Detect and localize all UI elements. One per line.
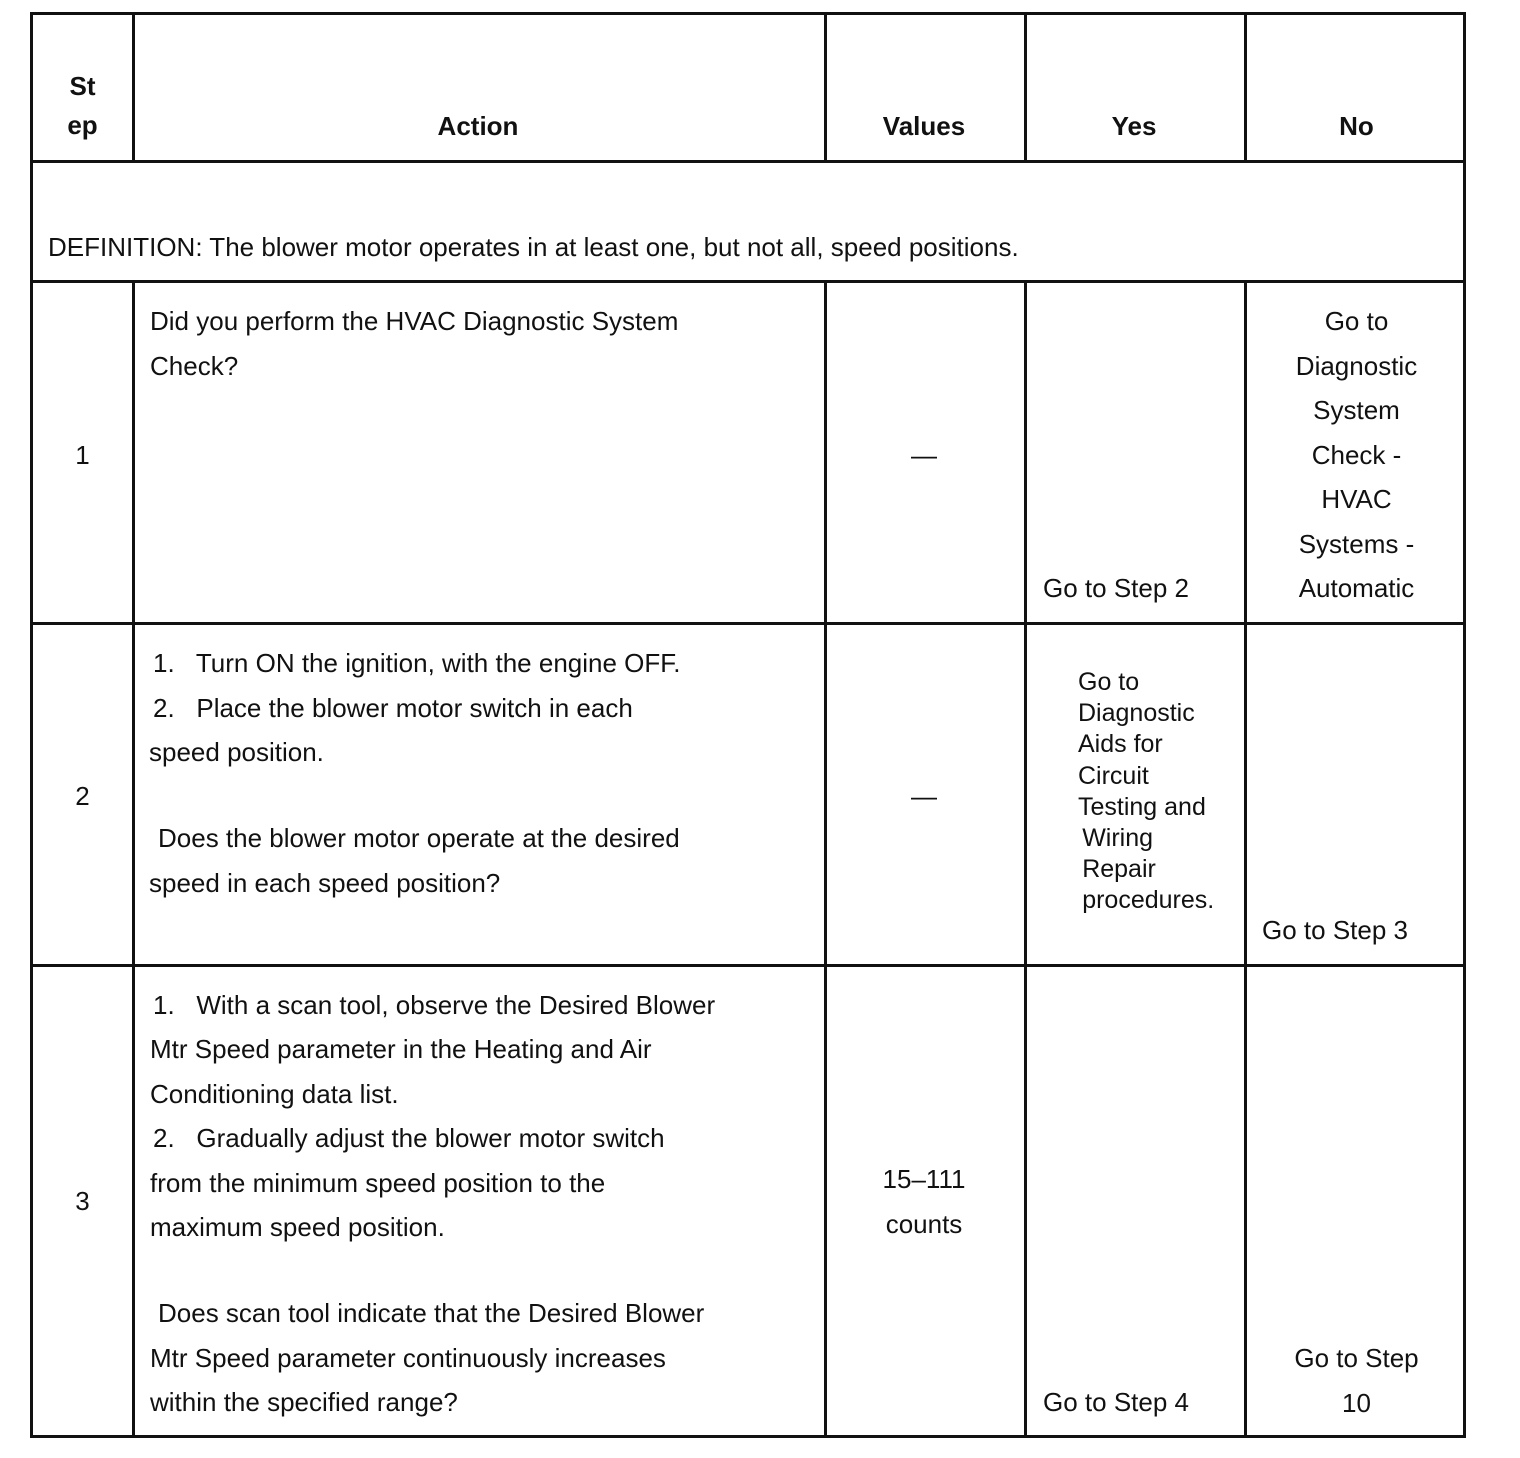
definition-text: DEFINITION: The blower motor operates in at least one, but not all, speed positions. <box>48 232 1019 262</box>
row2-action-item1: 1. Turn ON the ignition, with the engine OFF. <box>153 648 681 678</box>
row2-action-item2-cont: speed position. <box>149 737 324 767</box>
row3-action-item1-cont2: Conditioning data list. <box>150 1079 399 1109</box>
definition-divider <box>33 280 1463 283</box>
row1-value: — <box>911 440 937 470</box>
row3-step: 3 <box>75 1186 90 1216</box>
diagnostic-table <box>30 12 1466 1438</box>
header-step: St ep <box>67 71 98 140</box>
row3-action-question-cont1: Mtr Speed parameter continuously increases <box>150 1343 666 1373</box>
row3-action-item2-cont1: from the minimum speed position to the <box>150 1168 606 1198</box>
row2-no: Go to Step 3 <box>1262 915 1408 945</box>
row3-value: 15–111 counts <box>882 1164 966 1239</box>
row1-action: Did you perform the HVAC Diagnostic System Check? <box>150 306 679 381</box>
col-divider-values-body <box>1024 280 1027 1435</box>
row3-yes: Go to Step 4 <box>1043 1387 1189 1417</box>
row1-yes: Go to Step 2 <box>1043 573 1189 603</box>
header-divider <box>33 160 1463 163</box>
row2-yes: Go to Diagnostic Aids for Circuit Testing and Wiring Repair procedures. <box>1078 668 1215 915</box>
row3-action-item1-cont1: Mtr Speed parameter in the Heating and Air <box>150 1034 652 1064</box>
row3-action-question: Does scan tool indicate that the Desired Blower <box>158 1298 705 1328</box>
row2-action-item2: 2. Place the blower motor switch in each <box>153 693 633 723</box>
row1-no: Go to Diagnostic System Check - HVAC Systems - Automatic <box>1295 306 1418 603</box>
col-divider-step-body <box>132 280 135 1435</box>
row3-action-question-cont2: within the specified range? <box>150 1387 458 1417</box>
row2-step: 2 <box>75 781 90 811</box>
header-action: Action <box>437 111 519 141</box>
row3-no: Go to Step 10 <box>1294 1343 1419 1418</box>
row-divider-2 <box>33 964 1463 967</box>
row2-value: — <box>911 781 937 811</box>
row2-action-question: Does the blower motor operate at the desired <box>158 823 680 853</box>
row3-action-item1: 1. With a scan tool, observe the Desired Blower <box>153 990 716 1020</box>
row1-step: 1 <box>75 440 90 470</box>
row3-action-item2-cont2: maximum speed position. <box>150 1212 445 1242</box>
header-yes: Yes <box>1111 111 1157 141</box>
header-no: No <box>1339 111 1374 141</box>
row3-action-item2: 2. Gradually adjust the blower motor switch <box>153 1123 665 1153</box>
row-divider-1 <box>33 622 1463 625</box>
header-values: Values <box>882 111 966 141</box>
row2-action-question-cont: speed in each speed position? <box>149 868 501 898</box>
